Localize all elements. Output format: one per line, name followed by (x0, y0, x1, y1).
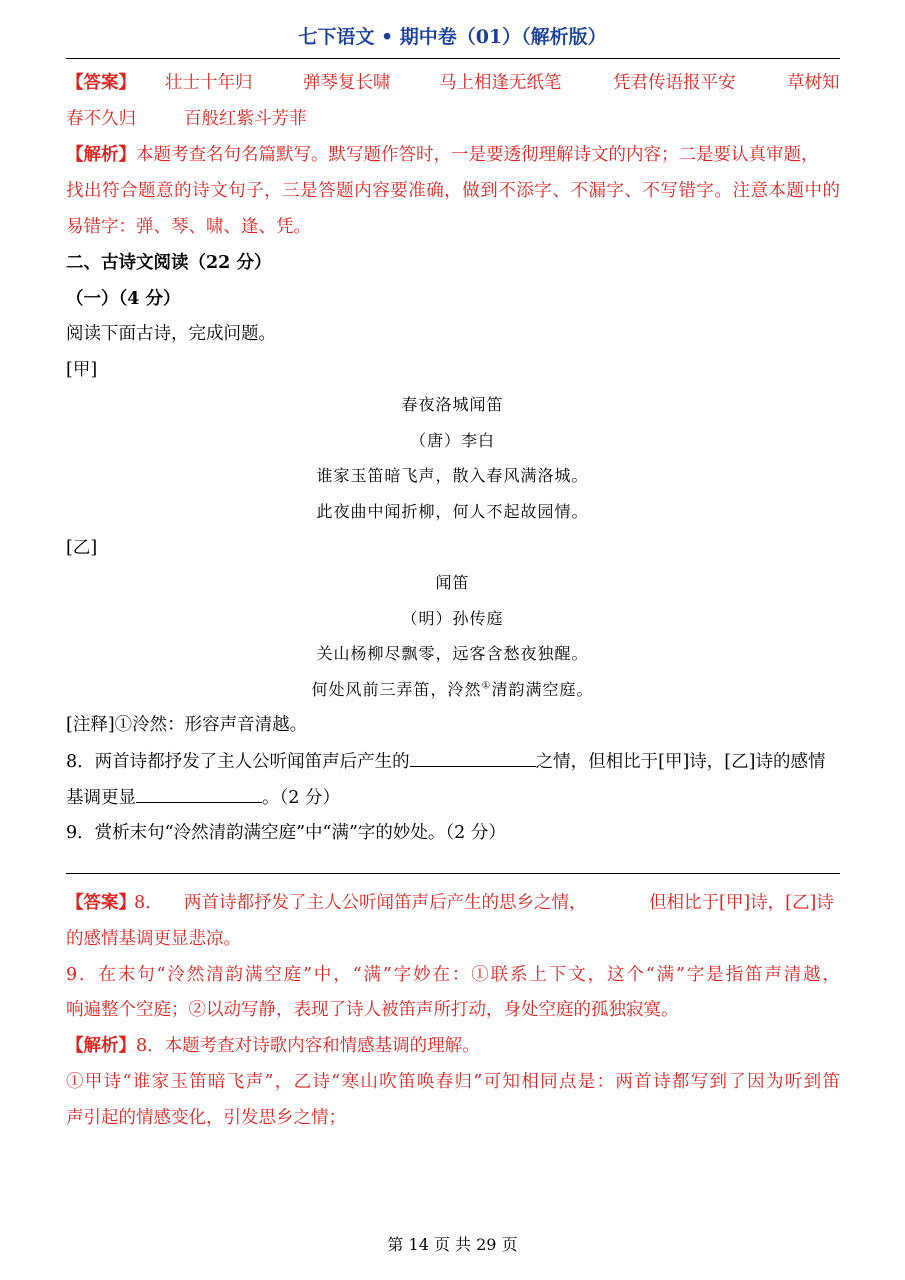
question-text: 基调更显 (66, 788, 136, 808)
page-header-title: 七下语文 • 期中卷（01）（解析版） (298, 26, 607, 48)
analysis-2-line-3: 声引起的情感变化，引发思乡之情； (66, 1108, 346, 1128)
question-text: 8．两首诗都抒发了主人公听闻笛声后产生的 (66, 752, 410, 772)
answer-blank[interactable] (136, 784, 262, 803)
answer-item: 弹琴复长啸 (303, 73, 391, 93)
answer-2-line-4: 响遍整个空庭；②以动写静，表现了诗人被笛声所打动，身处空庭的孤独寂寞。 (66, 1000, 679, 1020)
answer-label: 【答案】 (66, 73, 136, 93)
analysis-line-2: 找出符合题意的诗文句子，三是答题内容要准确，做到不添字、不漏字、不写错字。注意本题中的 (66, 181, 840, 201)
analysis-2-line-1 (66, 1033, 480, 1059)
answer-divider (66, 873, 840, 874)
poem-yi-line: 关山杨柳尽飘零，远客含愁夜独醒。 (316, 644, 589, 663)
footnote-marker: ① (481, 680, 492, 692)
analysis-label: 【解析】 (66, 1036, 136, 1056)
header-divider (66, 58, 840, 59)
analysis-label: 【解析】 (66, 145, 136, 165)
answer-label: 【答案】 (66, 893, 136, 913)
answer-text: 但相比于[甲]诗，[乙]诗 (649, 893, 834, 913)
poem-yi-title: 闻笛 (435, 573, 470, 592)
answer-item: 壮士十年归 (165, 73, 253, 93)
question-8-line-1 (66, 748, 825, 775)
analysis-text: 8．本题考查对诗歌内容和情感基调的理解。 (136, 1036, 480, 1056)
section-title: 二、古诗文阅读（22 分） (66, 253, 272, 273)
section-subtitle: （一）（4 分） (66, 289, 181, 309)
answer-item: 草树知 (787, 73, 840, 93)
answer-number: 8． (134, 893, 163, 913)
analysis-text: 本题考查名句名篇默写。默写题作答时，一是要透彻理解诗文的内容；二是要认真审题， (136, 145, 819, 165)
annotation-note: [注释]①泠然：形容声音清越。 (66, 715, 308, 735)
poem-text: 何处风前三弄笛，泠然 (311, 680, 482, 699)
answer-2-line-3: 9．在末句“泠然清韵满空庭”中，“满”字妙在：①联系上下文，这个“满”字是指笛声清越， (66, 965, 840, 985)
question-8-line-2 (66, 784, 340, 811)
question-text: 之情，但相比于[甲]诗，[乙]诗的感情 (535, 752, 826, 772)
poem-jia-line: 此夜曲中闻折柳，何人不起故园情。 (316, 502, 589, 521)
page-number: 第 14 页 共 29 页 (387, 1235, 518, 1254)
poem-text: 清韵满空庭。 (491, 680, 594, 699)
answer-item: 百般红紫斗芳菲 (184, 109, 307, 129)
analysis-line-3: 易错字：弹、琴、啸、逢、凭。 (66, 217, 311, 237)
answer-blank[interactable] (410, 748, 536, 767)
answer-2-line-2: 的感情基调更显悲凉。 (66, 929, 241, 949)
analysis-2-line-2: ①甲诗“谁家玉笛暗飞声”，乙诗“寒山吹笛唤春归”可知相同点是：两首诗都写到了因为听到笛 (66, 1072, 840, 1092)
poem-jia-tag: [甲] (66, 360, 98, 380)
poem-yi-line (0, 677, 905, 703)
answer-text: 两首诗都抒发了主人公听闻笛声后产生的思乡之情， (184, 893, 587, 913)
question-9: 9．赏析末句“泠然清韵满空庭”中“满”字的妙处。（2 分） (66, 823, 506, 843)
section-instruction: 阅读下面古诗，完成问题。 (66, 324, 276, 344)
answer-item: 凭君传语报平安 (613, 73, 736, 93)
question-text: 。（2 分） (262, 788, 340, 808)
poem-yi-tag: [乙] (66, 538, 98, 558)
poem-jia-title: 春夜洛城闻笛 (401, 395, 504, 414)
poem-jia-author: （唐）李白 (409, 431, 495, 450)
analysis-line-1 (66, 142, 840, 168)
answer-item: 马上相逢无纸笔 (439, 73, 562, 93)
answer-item: 春不久归 (66, 109, 136, 129)
poem-yi-author: （明）孙传庭 (401, 609, 504, 628)
poem-jia-line: 谁家玉笛暗飞声，散入春风满洛城。 (316, 466, 589, 485)
